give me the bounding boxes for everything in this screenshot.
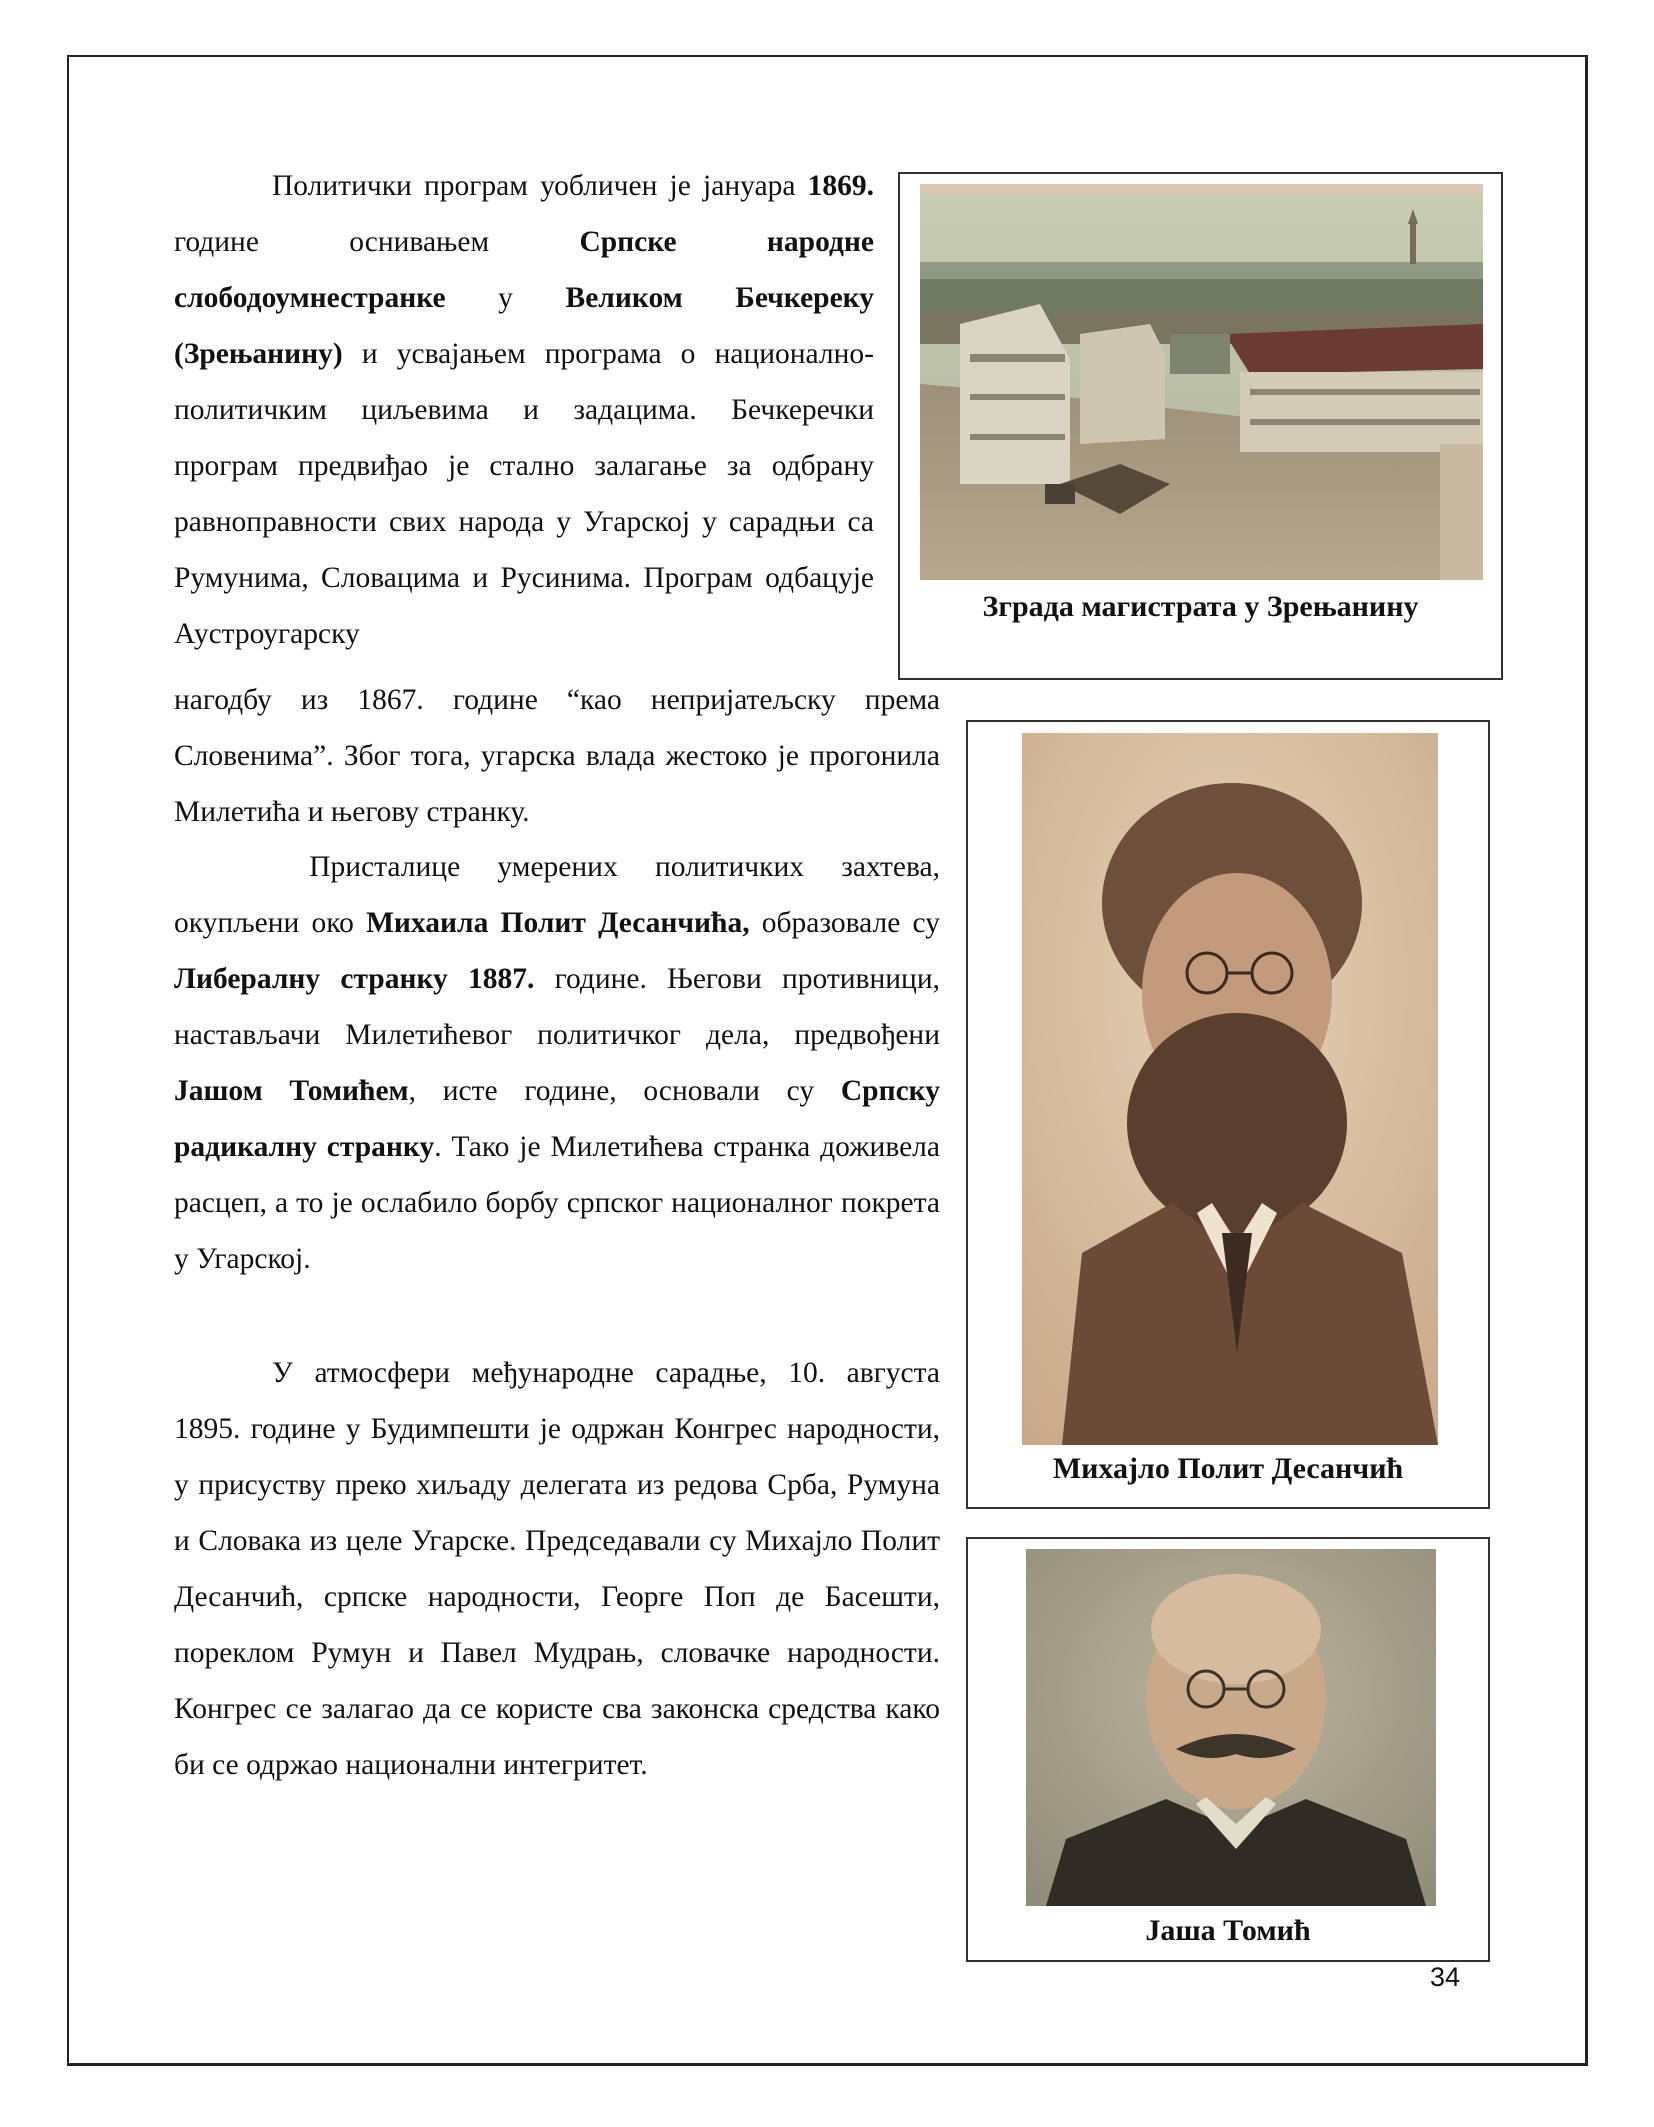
desancic-caption: Михајло Полит Десанчић [1052, 1452, 1404, 1485]
magistrate-building-caption: Зграда магистрата у Зрењанину [982, 590, 1419, 623]
page-number: 34 [1430, 1962, 1461, 1992]
paragraph-3: У атмосфери међународне сарадње, 10. августа 1895. године у Будимпешти је одржан Конгрес народности, у присуству преко хиљаду делегата из редова Срба, Румуна и Словака из целе Угарске. Председавали су Михајло Полит Десанчић, српске народности, Георге Поп де Басешти, пореклом Румун и Павел Мудрањ, словачке народности. Конгрес се залагао да се користе сва законска средства како би се одржао национални интегритет. [174, 1357, 940, 1781]
radical-party: Српску радикалну странку [174, 1075, 940, 1163]
paragraph-1-continued: нагодбу из 1867. године “као непријатељску према Словенима”. Због тога, угарска влада жестоко је прогонила Милетића и његову странку. [174, 684, 940, 828]
liberal-party: Либералну странку 1887. [174, 963, 535, 995]
tomic-portrait-photo [1026, 1549, 1436, 1906]
year-1869: 1869. [807, 170, 874, 202]
person-tomic: Јашом Томићем [174, 1075, 409, 1107]
figure-desancic [966, 720, 1490, 1509]
city-name: Великом Бечкереку (Зрењанину) [174, 282, 874, 370]
paragraph-1: Политички програм уобличен је јануара 1869. године оснивањем Српске народне слободоумнестранке у Великом Бечкереку (Зрењанину) и усвајањем програма о национално-политичким циљевима и задацима. Бечкеречки програм предвиђао је стално залагање за одбрану равноправности свих народа у Угарској у сарадњи са Румунима, Словацима и Русинима. Програм одбацује Аустроугарску [174, 170, 874, 650]
desancic-portrait-photo [1022, 733, 1438, 1445]
tomic-caption: Јаша Томић [1145, 1914, 1311, 1947]
paragraph-2: Присталице умерених политичких захтева, окупљени око Михаила Полит Десанчића, образовале су Либералну странку 1887. године. Његови противници, настављачи Милетићевог политичког дела, предвођени Јашом Томићем, исте године, основали су Српску радикалну странку. Тако је Милетићева странка доживела расцеп, а то је ослабило борбу српског националног покрета у Угарској. [174, 851, 941, 1275]
figure-magistrate-building [898, 172, 1503, 680]
person-desancic: Михаила Полит Десанчића, [366, 907, 750, 939]
party-name-1: Српске народне слободоумнестранке [174, 226, 874, 314]
figure-tomic [966, 1537, 1490, 1962]
magistrate-building-photo [920, 184, 1483, 580]
